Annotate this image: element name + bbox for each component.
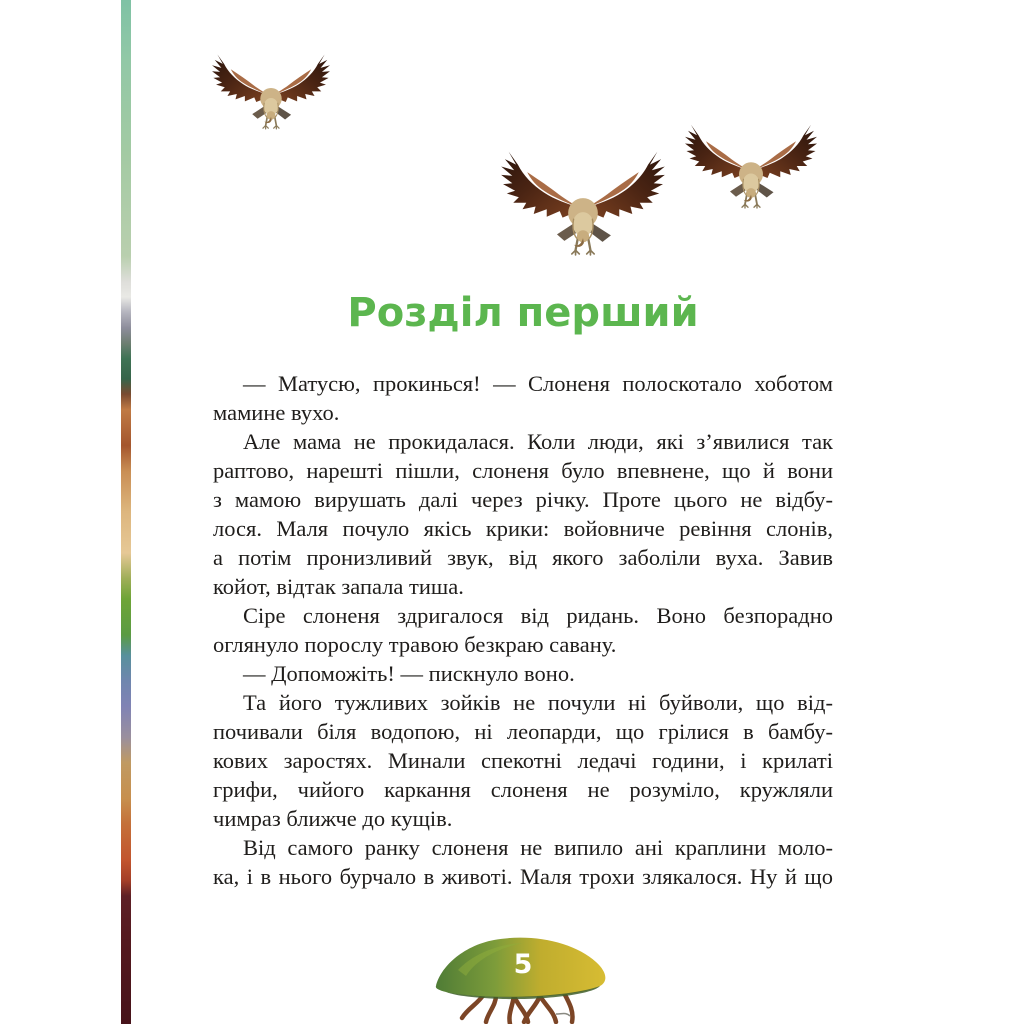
story-line: Від самого ранку слоненя не випило ані краплини моло- [243, 835, 833, 860]
chapter-title: Розділ перший [347, 290, 699, 336]
story-line: кових заростях. Минали спекотні ледачі години, і крилаті [213, 748, 833, 773]
story-line: а потім пронизливий звук, від якого заболіли вуха. Завив [213, 545, 833, 570]
story-line: Але мама не прокидалася. Коли люди, які з’явилися так [243, 429, 833, 454]
story-line: оглянуло порослу травою безкраю савану. [213, 632, 617, 657]
story-line: раптово, нарешті пішли, слоненя було впевнене, що й вони [213, 458, 833, 483]
vulture-medium-icon [676, 120, 826, 218]
left-page-color-strip [121, 0, 131, 1024]
page-number: 5 [513, 949, 533, 980]
story-line: лося. Маля почуло якісь крики: войовниче ревіння слонів, [213, 516, 833, 541]
story-line: — Допоможіть! — пискнуло воно. [243, 661, 575, 686]
story-line: ка, і в нього бурчало в животі. Маля трохи злякалося. Ну й що [213, 864, 833, 889]
story-line: з мамою вирушать далі через річку. Проте цього не відбу- [213, 487, 833, 512]
story-line: Сіре слоненя здригалося від ридань. Воно безпорадно [243, 603, 833, 628]
vulture-large-icon [490, 146, 676, 267]
story-line: койот, відтак запала тиша. [213, 574, 464, 599]
story-line: почивали біля водопою, ні леопарди, що грілися в бамбу- [213, 719, 833, 744]
story-line: чимраз ближче до кущів. [213, 806, 453, 831]
story-line: грифи, чийого каркання слоненя не розуміло, кружляли [213, 777, 833, 802]
story-text [213, 369, 833, 891]
story-line: мамине вухо. [213, 400, 340, 425]
story-line: Та його тужливих зойків не почули ні буйволи, що від- [243, 690, 833, 715]
vulture-small-icon [204, 50, 338, 138]
story-line: — Матусю, прокинься! — Слоненя полоскотало хоботом [243, 371, 833, 396]
